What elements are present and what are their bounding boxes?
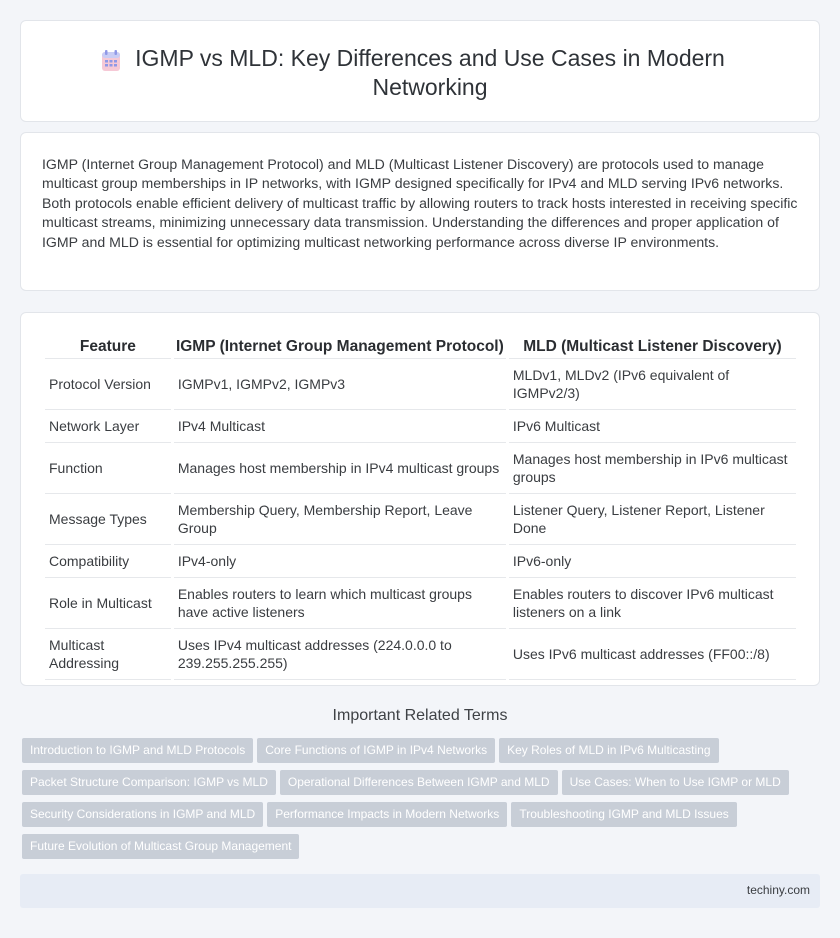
title-card [20, 20, 820, 122]
cell-mld: IPv6-only [509, 545, 796, 578]
cell-feature: Role in Multicast [45, 578, 171, 629]
cell-igmp: IPv4-only [174, 545, 506, 578]
tag-row [22, 802, 802, 834]
header-igmp: IGMP (Internet Group Management Protocol) [174, 335, 506, 359]
related-terms-list [22, 738, 802, 866]
table-row [45, 359, 796, 410]
table-row [45, 629, 796, 680]
cell-igmp: Membership Query, Membership Report, Leave Group [174, 494, 506, 545]
cell-igmp: IPv4 Multicast [174, 410, 506, 443]
header-mld: MLD (Multicast Listener Discovery) [509, 335, 796, 359]
cell-feature: Message Types [45, 494, 171, 545]
cell-mld: Enables routers to discover IPv6 multicast listeners on a link [509, 578, 796, 629]
related-term-link[interactable]: Performance Impacts in Modern Networks [267, 802, 507, 827]
footer-site-name: techiny.com [746, 883, 810, 897]
comparison-table-card [20, 312, 820, 686]
cell-igmp: Enables routers to learn which multicast groups have active listeners [174, 578, 506, 629]
cell-mld: Manages host membership in IPv6 multicast groups [509, 443, 796, 494]
related-term-link[interactable]: Operational Differences Between IGMP and MLD [280, 770, 558, 795]
intro-paragraph: IGMP (Internet Group Management Protocol) and MLD (Multicast Listener Discovery) are protocols used to manage multicast group memberships in IP networks, with IGMP designed specifically for IPv4 and MLD serving IPv6 networks. Both protocols enable efficient delivery of multicast traffic by allowing routers to track hosts interested in receiving specific multicast streams, minimizing unnecessary data transmission. Understanding the differences and proper application of IGMP and MLD is essential for optimizing multicast networking performance across diverse IP environments. [42, 156, 798, 250]
cell-mld: MLDv1, MLDv2 (IPv6 equivalent of IGMPv2/3) [509, 359, 796, 410]
cell-mld: IPv6 Multicast [509, 410, 796, 443]
table-row [45, 410, 796, 443]
cell-igmp: Manages host membership in IPv4 multicast groups [174, 443, 506, 494]
table-row [45, 494, 796, 545]
cell-igmp: Uses IPv4 multicast addresses (224.0.0.0 to 239.255.255.255) [174, 629, 506, 680]
page-title: IGMP vs MLD: Key Differences and Use Cases in Modern Networking [135, 45, 725, 100]
related-term-link[interactable]: Introduction to IGMP and MLD Protocols [22, 738, 253, 763]
related-term-link[interactable]: Use Cases: When to Use IGMP or MLD [562, 770, 789, 795]
tag-row [22, 738, 802, 770]
comparison-table [42, 335, 799, 680]
header-feature: Feature [45, 335, 171, 359]
cell-mld: Listener Query, Listener Report, Listener Done [509, 494, 796, 545]
table-row [45, 443, 796, 494]
table-header-row [45, 335, 796, 359]
related-term-link[interactable]: Packet Structure Comparison: IGMP vs MLD [22, 770, 276, 795]
table-row [45, 578, 796, 629]
cell-feature: Multicast Addressing [45, 629, 171, 680]
related-term-link[interactable]: Future Evolution of Multicast Group Management [22, 834, 299, 859]
related-term-link[interactable]: Security Considerations in IGMP and MLD [22, 802, 263, 827]
title-wrap [21, 44, 819, 102]
cell-feature: Compatibility [45, 545, 171, 578]
related-term-link[interactable]: Key Roles of MLD in IPv6 Multicasting [499, 738, 718, 763]
related-term-link[interactable]: Core Functions of IGMP in IPv4 Networks [257, 738, 495, 763]
tag-row [22, 770, 802, 802]
table-row [45, 545, 796, 578]
tag-row [22, 834, 802, 866]
related-term-link[interactable]: Troubleshooting IGMP and MLD Issues [511, 802, 736, 827]
intro-card [20, 132, 820, 291]
cell-feature: Network Layer [45, 410, 171, 443]
related-terms-heading: Important Related Terms [332, 707, 508, 724]
cell-feature: Function [45, 443, 171, 494]
cell-igmp: IGMPv1, IGMPv2, IGMPv3 [174, 359, 506, 410]
cell-mld: Uses IPv6 multicast addresses (FF00::/8) [509, 629, 796, 680]
footer-bar [20, 874, 820, 908]
cell-feature: Protocol Version [45, 359, 171, 410]
calendar-grid-icon [101, 50, 121, 72]
